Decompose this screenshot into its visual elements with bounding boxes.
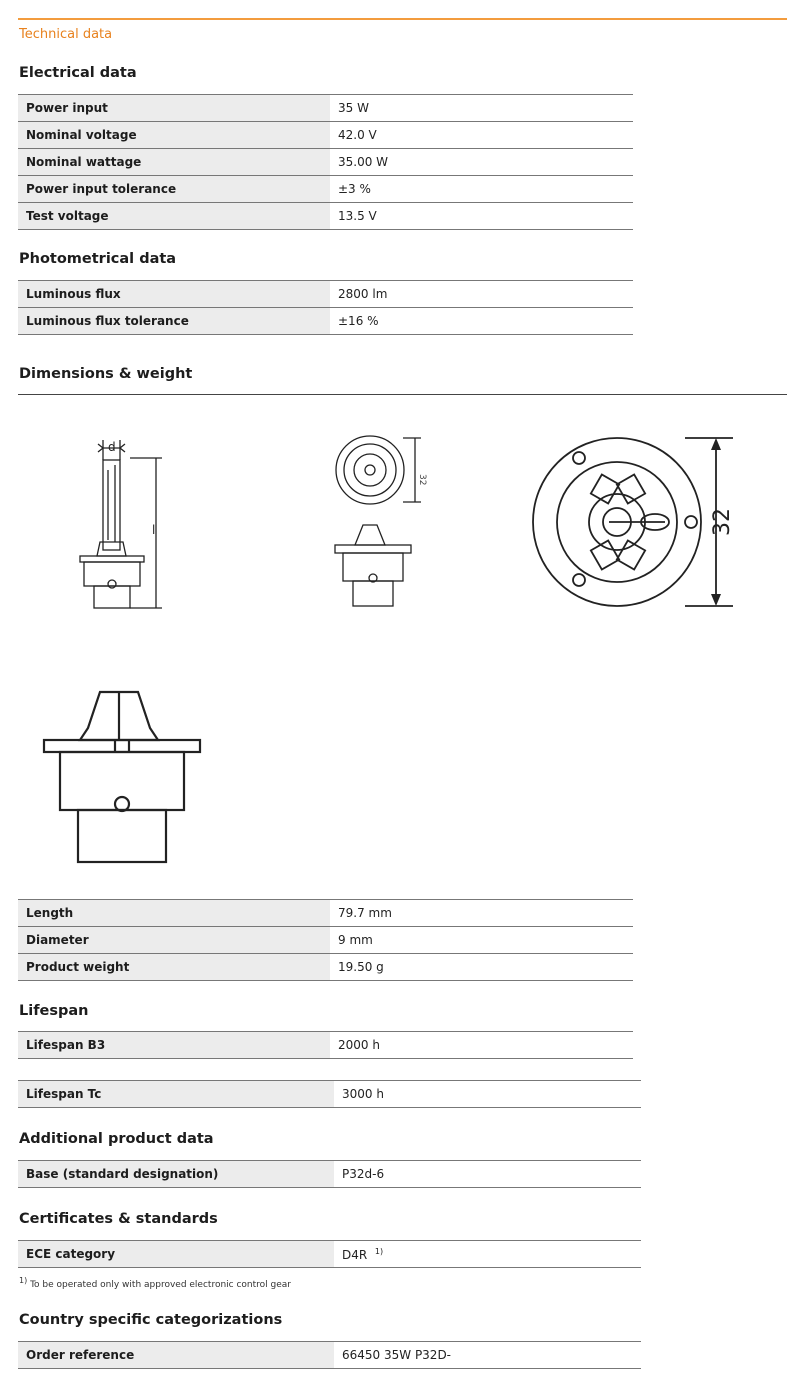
footnote-mark: 1) <box>19 1276 28 1285</box>
row-label: Base (standard designation) <box>18 1161 334 1188</box>
base-plan-drawing <box>525 430 750 615</box>
table-row <box>18 1081 641 1108</box>
row-value: 66450 35W P32D- <box>334 1342 641 1369</box>
row-value <box>334 1241 641 1268</box>
footnote-ref: 1) <box>374 1246 384 1256</box>
row-label: Product weight <box>18 954 330 981</box>
row-value: 79.7 mm <box>330 900 633 927</box>
table-row <box>18 1241 641 1268</box>
row-value: 19.50 g <box>330 954 633 981</box>
row-value: 35.00 W <box>330 149 633 176</box>
photometrical-heading: Photometrical data <box>19 251 177 267</box>
additional-table <box>18 1160 641 1188</box>
bulb-front-drawing <box>325 430 430 615</box>
table-row <box>18 149 633 176</box>
certificates-heading: Certificates & standards <box>19 1211 218 1227</box>
electrical-table <box>18 94 633 230</box>
table-row <box>18 281 633 308</box>
row-label: Luminous flux tolerance <box>18 308 330 335</box>
row-value: ±16 % <box>330 308 633 335</box>
base-side-drawing <box>40 688 205 866</box>
row-label: Nominal wattage <box>18 149 330 176</box>
row-value: 2000 h <box>330 1032 633 1059</box>
footnote <box>19 1276 291 1290</box>
section-kicker: Technical data <box>19 27 113 42</box>
header-rule <box>18 18 787 20</box>
table-row <box>18 176 633 203</box>
electrical-heading: Electrical data <box>19 65 137 81</box>
row-label: Nominal voltage <box>18 122 330 149</box>
certificates-table <box>18 1240 641 1268</box>
row-value: 9 mm <box>330 927 633 954</box>
table-row <box>18 1342 641 1369</box>
additional-heading: Additional product data <box>19 1131 214 1147</box>
row-label: Power input <box>18 95 330 122</box>
row-value: 35 W <box>330 95 633 122</box>
country-heading: Country specific categorizations <box>19 1312 283 1328</box>
table-row <box>18 308 633 335</box>
row-label: Lifespan B3 <box>18 1032 330 1059</box>
lifespan-heading: Lifespan <box>19 1003 89 1019</box>
table-row <box>18 95 633 122</box>
footnote-text: To be operated only with approved electronic control gear <box>30 1280 291 1290</box>
row-value: 3000 h <box>334 1081 641 1108</box>
row-label: Power input tolerance <box>18 176 330 203</box>
l-label: l <box>152 523 156 537</box>
ece-value: D4R <box>342 1247 368 1262</box>
row-value: P32d-6 <box>334 1161 641 1188</box>
row-label: Order reference <box>18 1342 334 1369</box>
row-value: ±3 % <box>330 176 633 203</box>
row-value: 2800 lm <box>330 281 633 308</box>
country-table <box>18 1341 641 1369</box>
dimensions-heading: Dimensions & weight <box>19 366 193 382</box>
dimensions-divider <box>18 394 787 395</box>
dimensions-table <box>18 899 633 981</box>
small-32-label: 32 <box>417 474 427 486</box>
row-value: 13.5 V <box>330 203 633 230</box>
row-label: ECE category <box>18 1241 334 1268</box>
lifespan-tc-table <box>18 1080 641 1108</box>
table-row <box>18 1161 641 1188</box>
table-row <box>18 954 633 981</box>
big-32-label: 32 <box>710 508 735 536</box>
row-label: Length <box>18 900 330 927</box>
d-label: d <box>108 440 116 454</box>
table-row <box>18 122 633 149</box>
row-label: Diameter <box>18 927 330 954</box>
table-row <box>18 900 633 927</box>
row-label: Test voltage <box>18 203 330 230</box>
lifespan-b3-table <box>18 1031 633 1059</box>
table-row <box>18 927 633 954</box>
bulb-side-drawing <box>70 430 180 615</box>
table-row <box>18 203 633 230</box>
row-value: 42.0 V <box>330 122 633 149</box>
table-row <box>18 1032 633 1059</box>
photometrical-table <box>18 280 633 335</box>
row-label: Luminous flux <box>18 281 330 308</box>
row-label: Lifespan Tc <box>18 1081 334 1108</box>
